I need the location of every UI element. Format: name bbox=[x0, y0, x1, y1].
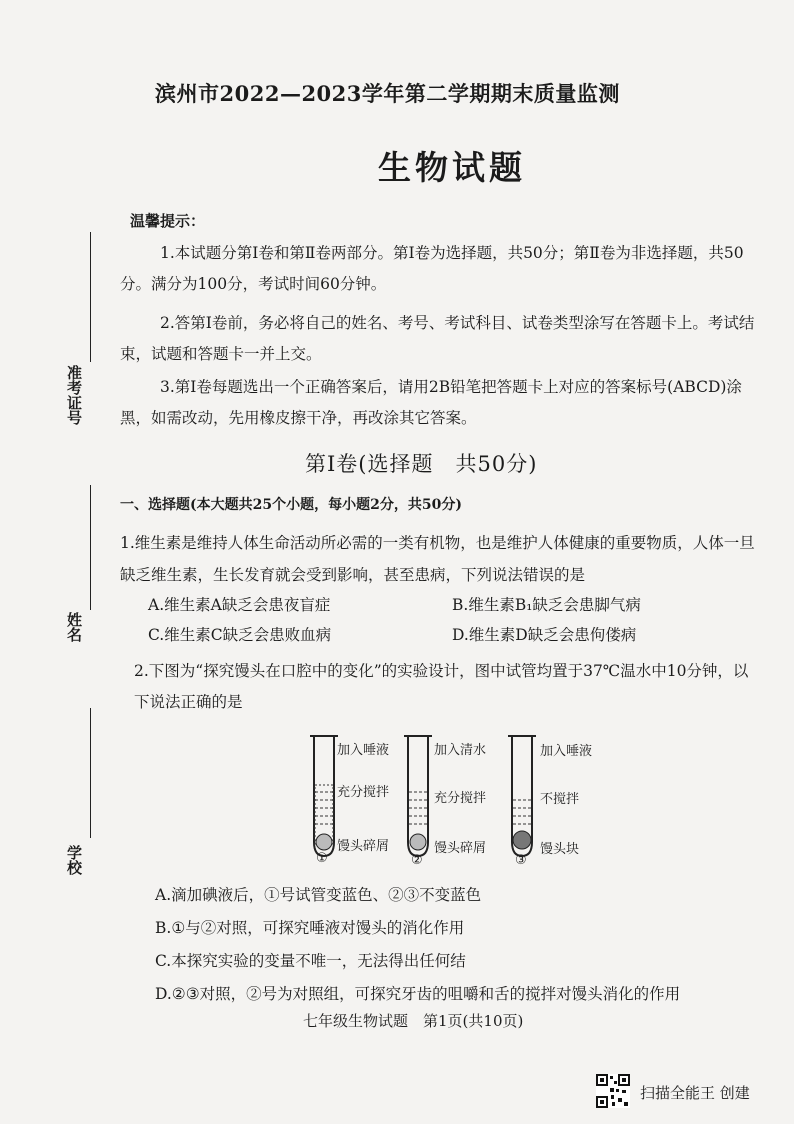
tip-item-1: 1.本试题分第Ⅰ卷和第Ⅱ卷两部分。第Ⅰ卷为选择题，共50分；第Ⅱ卷为非选择题，共50分。满分为100分，考试时间60分钟。 bbox=[120, 244, 744, 293]
exam-title: 滨州市2022—2023学年第二学期期末质量监测 bbox=[155, 81, 620, 106]
tube-3-number: ③ bbox=[515, 853, 527, 868]
tube-3-bottom-label: 馒头块 bbox=[540, 842, 580, 857]
tube-2-mid-label: 充分搅拌 bbox=[434, 791, 487, 806]
tip-item-3: 3.第Ⅰ卷每题选出一个正确答案后，请用2B铅笔把答题卡上对应的答案标号(ABCD)涂黑，如需改动，先用橡皮擦干净，再改涂其它答案。 bbox=[120, 378, 742, 427]
question-2-option-d: D.②③对照，②号为对照组，可探究牙齿的咀嚼和舌的搅拌对馒头消化的作用 bbox=[155, 985, 681, 1003]
section-title: 第Ⅰ卷(选择题 共50分) bbox=[305, 452, 538, 476]
tube-1-top-label: 加入唾液 bbox=[337, 743, 390, 758]
tube-3-mid-label: 不搅拌 bbox=[540, 792, 580, 807]
name-line bbox=[90, 485, 91, 610]
tube-1-bottom-label: 馒头碎屑 bbox=[337, 839, 390, 854]
question-2-option-b: B.①与②对照，可探究唾液对馒头的消化作用 bbox=[155, 919, 465, 937]
question-1-option-d: D.维生素D缺乏会患佝偻病 bbox=[452, 626, 637, 644]
tube-2-number: ② bbox=[411, 853, 423, 868]
exam-id-label: 准考证号 bbox=[65, 365, 83, 425]
subject-title: 生物试题 bbox=[378, 148, 526, 187]
school-label: 学校 bbox=[65, 845, 83, 875]
scanner-watermark: 扫描全能王 创建 bbox=[640, 1084, 750, 1102]
test-tube-2 bbox=[404, 736, 432, 856]
qr-code-icon bbox=[596, 1074, 630, 1108]
question-1-option-a: A.维生素A缺乏会患夜盲症 bbox=[148, 596, 331, 614]
tube-3-top-label: 加入唾液 bbox=[540, 744, 593, 759]
question-2-stem: 2.下图为“探究馒头在口腔中的变化”的实验设计，图中试管均置于37℃温水中10分钟，以下说法正确的是 bbox=[134, 662, 749, 711]
tips-heading: 温馨提示： bbox=[130, 212, 206, 230]
question-2-option-a: A.滴加碘液后，①号试管变蓝色、②③不变蓝色 bbox=[155, 886, 482, 904]
tube-1-mid-label: 充分搅拌 bbox=[337, 785, 390, 800]
tube-2-bottom-label: 馒头碎屑 bbox=[434, 841, 487, 856]
tip-item-2: 2.答第Ⅰ卷前，务必将自己的姓名、考号、考试科目、试卷类型涂写在答题卡上。考试结束，试题和答题卡一并上交。 bbox=[120, 314, 755, 363]
page-footer: 七年级生物试题 第1页(共10页) bbox=[303, 1012, 524, 1030]
tube-2-top-label: 加入清水 bbox=[434, 743, 487, 758]
school-line bbox=[90, 708, 91, 838]
question-2-option-c: C.本探究实验的变量不唯一，无法得出任何结 bbox=[155, 952, 466, 970]
test-tube-3 bbox=[508, 736, 536, 856]
choice-part-heading: 一、选择题(本大题共25个小题，每小题2分，共50分) bbox=[120, 497, 462, 513]
test-tube-1 bbox=[310, 736, 338, 856]
name-label: 姓名 bbox=[65, 612, 83, 642]
question-1-option-b: B.维生素B₁缺乏会患脚气病 bbox=[452, 596, 641, 614]
question-1-option-c: C.维生素C缺乏会患败血病 bbox=[148, 626, 332, 644]
tube-1-number: ① bbox=[316, 851, 328, 866]
question-1-stem: 1.维生素是维持人体生命活动所必需的一类有机物，也是维护人体健康的重要物质，人体一旦缺乏维生素，生长发育就会受到影响，甚至患病，下列说法错误的是 bbox=[120, 534, 755, 584]
exam-id-line bbox=[90, 232, 91, 362]
